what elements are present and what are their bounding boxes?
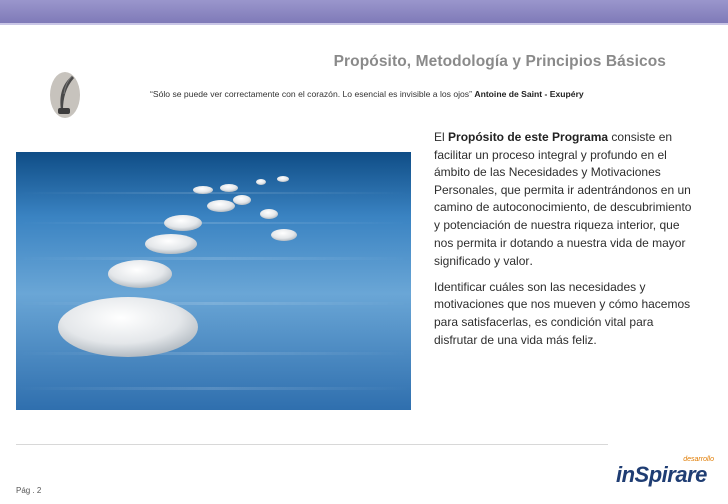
quote [150, 89, 670, 99]
purpose-body: consiste en facilitar un proceso integral y profundo en el ámbito de las Necesidades y Motivaciones Personales, que permita ir adentrándonos en un camino de autoconocimiento, de descubrimiento y potenciación de nuestra riqueza interior, que nos permita ir dotando a nuestra vida de mayor significado y valor [434, 130, 692, 269]
top-banner-underline [0, 23, 728, 25]
stepping-stones-photo [16, 152, 411, 410]
top-banner [0, 0, 728, 23]
footer-divider [16, 444, 608, 445]
purpose-paragraph [434, 129, 700, 271]
quill-pen-icon [48, 70, 82, 120]
quote-text: “Sólo se puede ver correctamente con el corazón. Lo esencial es invisible a los ojos” [150, 89, 472, 99]
identify-paragraph: Identificar cuáles son las necesidades y motivaciones que nos mueven y cómo hacemos para satisfacerlas, es condición vital para disfrutar de una vida más feliz. [434, 279, 691, 347]
purpose-intro: El [434, 130, 449, 144]
brand-name: inSpirare [616, 462, 707, 487]
quote-author: Antoine de Saint - Exupéry [474, 89, 584, 99]
purpose-heading: Propósito de este Programa [448, 130, 609, 144]
brand-tagline: desarrollo [683, 456, 714, 463]
purpose-end: . [529, 253, 534, 269]
body-text [434, 129, 700, 357]
page-number: Pág . 2 [16, 486, 42, 495]
page-title: Propósito, Metodología y Principios Básicos [333, 53, 666, 70]
brand-logo [616, 456, 716, 492]
